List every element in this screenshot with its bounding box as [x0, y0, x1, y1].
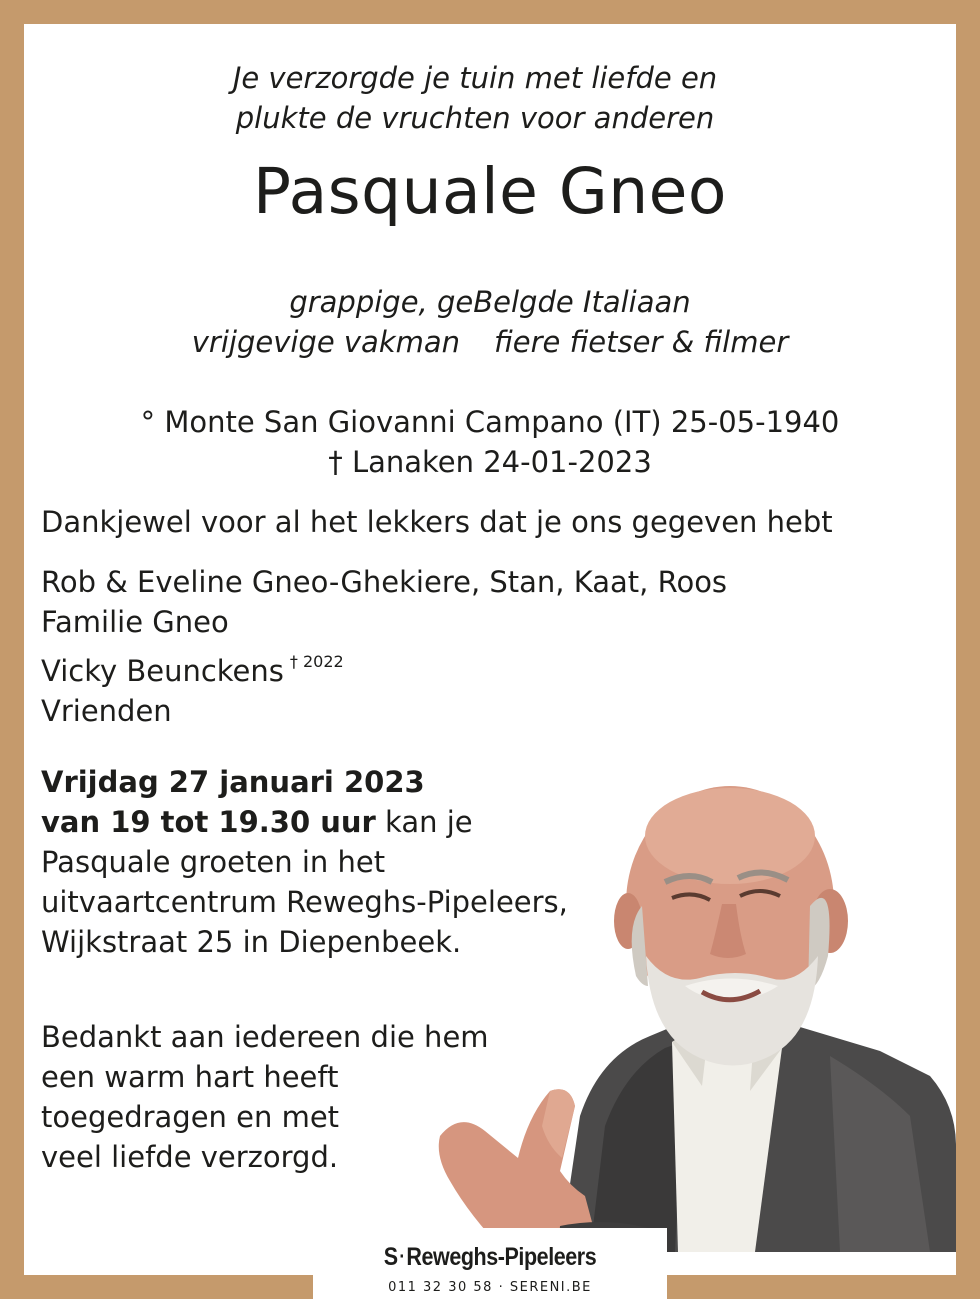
family-line-1: Rob & Eveline Gneo-Ghekiere, Stan, Kaat, Roos	[41, 565, 728, 599]
closing-line-2: een warm hart heeft	[41, 1060, 339, 1094]
funeral-home-footer	[313, 1228, 667, 1299]
logo-name: Reweghs-Pipeleers	[406, 1243, 597, 1271]
deceased-name: Pasquale Gneo	[253, 155, 727, 228]
quote-line-1: Je verzorgde je tuin met liefde en	[232, 61, 718, 95]
traits	[24, 282, 956, 362]
quote-line-2: plukte de vruchten voor anderen	[235, 101, 715, 135]
visitation-line-2-rest: kan je	[375, 805, 473, 839]
trait-cyclist: fiere fietser & filmer	[494, 325, 789, 359]
birth-line: ° Monte San Giovanni Campano (IT) 25-05-1940	[140, 405, 840, 439]
logo-dot: ·	[399, 1246, 405, 1268]
contact-separator: ·	[498, 1280, 505, 1295]
opening-quote	[24, 58, 956, 138]
funeral-home-logo	[338, 1242, 642, 1272]
family-member-vicky: Vicky Beunckens	[41, 654, 284, 688]
traits-line-2	[24, 322, 956, 362]
logo-letter: S	[383, 1243, 398, 1271]
visitation-line-3: Pasquale groeten in het	[41, 845, 386, 879]
closing-line-1: Bedankt aan iedereen die hem	[41, 1020, 489, 1054]
deceased-year-note: † 2022	[289, 652, 344, 671]
visitation-time: van 19 tot 19.30 uur	[41, 805, 376, 839]
funeral-home-contact	[313, 1280, 667, 1296]
visitation-date: Vrijdag 27 januari 2023	[41, 765, 425, 799]
obituary-card	[24, 24, 956, 1275]
visitation-line-4: uitvaartcentrum Reweghs-Pipeleers,	[41, 885, 568, 919]
portrait-photo	[410, 786, 956, 1252]
death-line: † Lanaken 24-01-2023	[328, 445, 652, 479]
life-dates	[24, 402, 956, 482]
thanks-line: Dankjewel voor al het lekkers dat je ons gegeven hebt	[41, 505, 833, 539]
family-line-3	[41, 642, 727, 691]
visitation-line-5: Wijkstraat 25 in Diepenbeek.	[41, 925, 462, 959]
family-line-2: Familie Gneo	[41, 605, 229, 639]
trait-craftsman: vrijgevige vakman	[191, 325, 461, 359]
family-line-4: Vrienden	[41, 694, 172, 728]
phone-number: 011 32 30 58	[388, 1280, 493, 1295]
family-list	[41, 562, 727, 731]
closing-line-4: veel liefde verzorgd.	[41, 1140, 339, 1174]
traits-line-1: grappige, geBelgde Italiaan	[289, 285, 691, 319]
website-link[interactable]: SERENI.BE	[509, 1280, 592, 1295]
closing-line-3: toegedragen en met	[41, 1100, 340, 1134]
